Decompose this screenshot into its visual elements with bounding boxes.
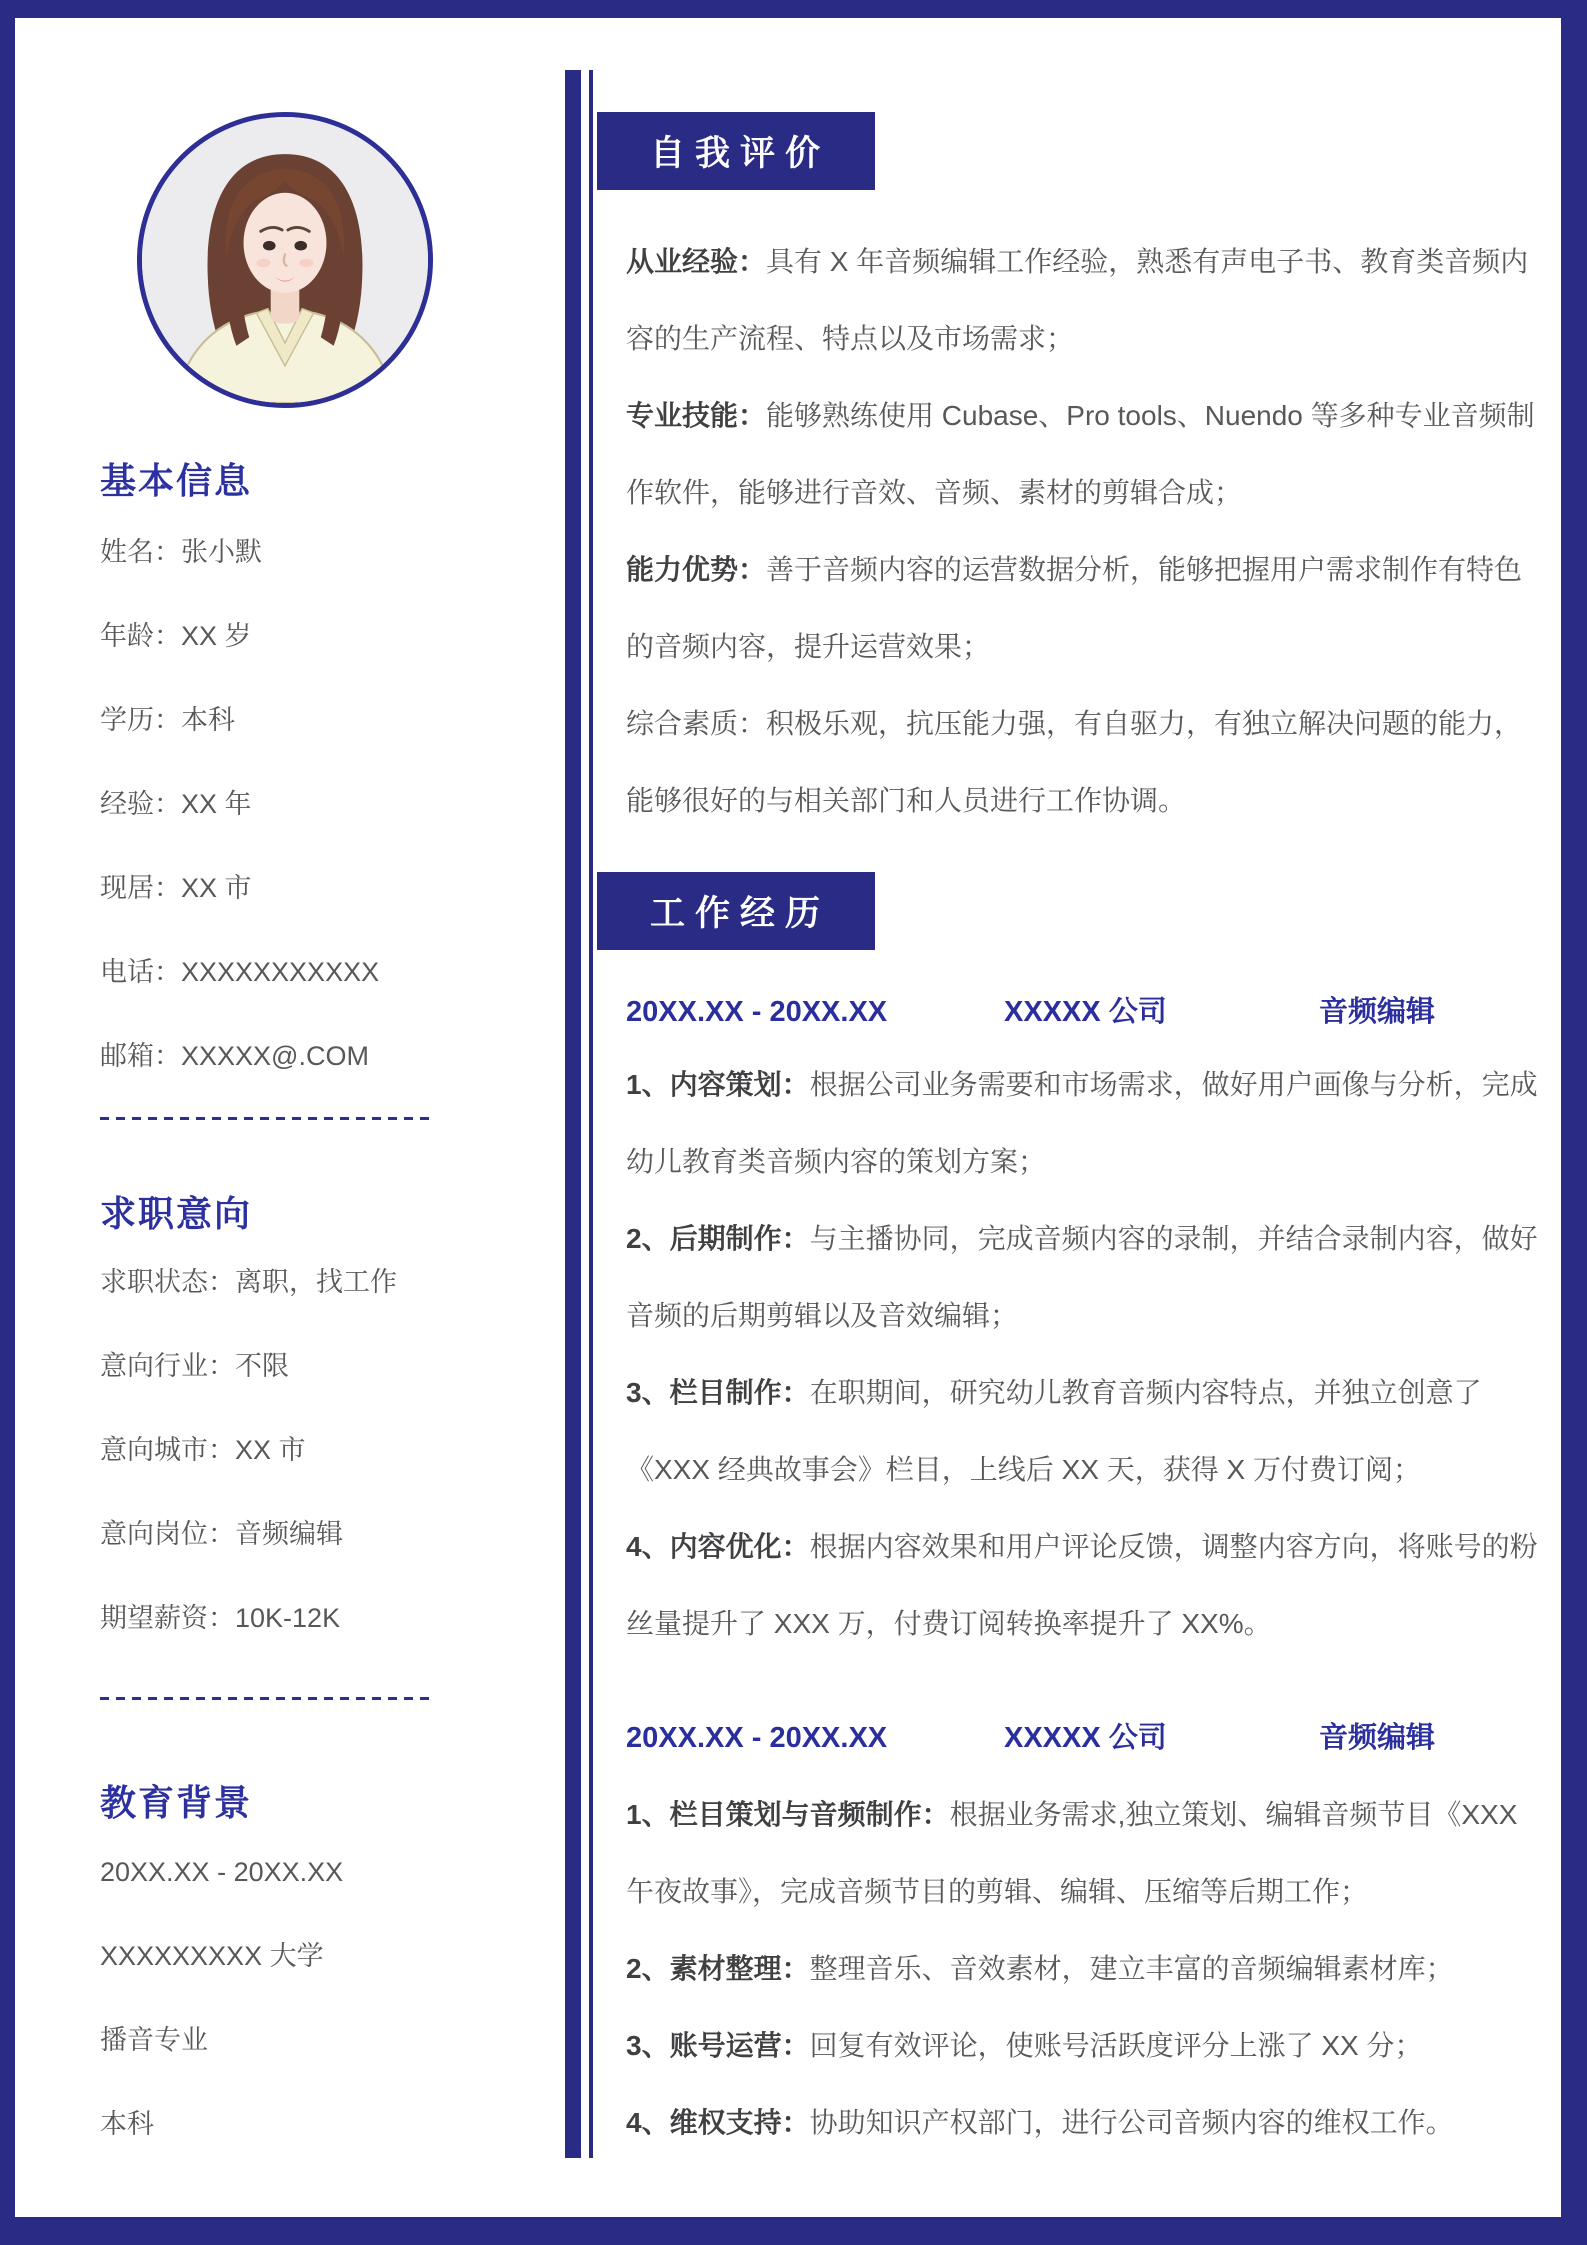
dashed-separator-1	[100, 1117, 432, 1120]
work-entry-date: 20XX.XX - 20XX.XX	[626, 996, 888, 1028]
job-intention-list	[100, 1240, 430, 1660]
education-list	[100, 1830, 430, 2166]
work-entry-2-items	[626, 1776, 1544, 2161]
basic-info-name: 姓名：张小默	[100, 537, 262, 567]
intention-position: 意向岗位：音频编辑	[100, 1519, 343, 1549]
work-item-label: 4、维权支持：	[626, 2107, 810, 2138]
work-item	[626, 2084, 1544, 2161]
paragraph-text: 具有 X 年音频编辑工作经验，熟悉有声电子书、教育类音频内容的生产流程、特点以及市场需求；	[626, 246, 1529, 354]
self-eval-paragraph	[626, 685, 1544, 839]
paragraph-label: 能力优势：	[626, 554, 767, 585]
basic-info-email: 邮箱：XXXXX@.COM	[100, 1041, 369, 1071]
woman-portrait-illustration	[142, 117, 428, 403]
work-entry-2-header	[626, 1718, 1544, 1758]
work-item-text: 与主播协同，完成音频内容的录制，并结合录制内容，做好音频的后期剪辑以及音效编辑；	[626, 1223, 1538, 1331]
work-entry-company: XXXXX 公司	[1004, 1722, 1167, 1754]
intention-industry: 意向行业：不限	[100, 1351, 289, 1381]
work-item	[626, 1930, 1544, 2007]
basic-info-degree: 学历：本科	[100, 705, 235, 735]
work-item	[626, 1046, 1544, 1200]
work-item-text: 协助知识产权部门，进行公司音频内容的维权工作。	[809, 2107, 1454, 2138]
work-entry-date: 20XX.XX - 20XX.XX	[626, 1722, 888, 1754]
basic-info-phone: 电话：XXXXXXXXXXX	[100, 957, 380, 987]
section-title-basic-info: 基本信息	[100, 460, 253, 501]
education-major: 播音专业	[100, 2025, 208, 2055]
self-eval-paragraph	[626, 223, 1544, 377]
work-item-text: 根据内容效果和用户评论反馈，调整内容方向，将账号的粉丝量提升了 XXX 万，付费订阅转换率提升了 XX%。	[626, 1531, 1538, 1639]
paragraph-label: 专业技能：	[626, 400, 767, 431]
education-university: XXXXXXXXX 大学	[100, 1941, 324, 1971]
paragraph-text: 能够熟练使用 Cubase、Pro tools、Nuendo 等多种专业音频制作软件，能够进行音效、音频、素材的剪辑合成；	[626, 400, 1535, 508]
basic-info-list	[100, 510, 430, 1098]
section-title-job-intention: 求职意向	[100, 1193, 253, 1234]
work-item-label: 1、内容策划：	[626, 1069, 810, 1100]
work-entry-1-items	[626, 1046, 1544, 1662]
work-item-label: 2、素材整理：	[626, 1953, 810, 1984]
work-item	[626, 1776, 1544, 1930]
intention-salary: 期望薪资：10K-12K	[100, 1603, 341, 1633]
work-item	[626, 1200, 1544, 1354]
intention-city: 意向城市：XX 市	[100, 1435, 306, 1465]
paragraph-text: 积极乐观，抗压能力强，有自驱力，有独立解决问题的能力，能够很好的与相关部门和人员进行工作协调。	[626, 708, 1523, 816]
section-badge-self-evaluation: 自我评价	[597, 112, 875, 190]
work-item-label: 3、账号运营：	[626, 2030, 810, 2061]
work-item-text: 根据公司业务需要和市场需求，做好用户画像与分析，完成幼儿教育类音频内容的策划方案；	[626, 1069, 1538, 1177]
section-badge-work-experience: 工作经历	[597, 872, 875, 950]
work-item	[626, 1354, 1544, 1508]
work-item-label: 2、后期制作：	[626, 1223, 810, 1254]
work-item-text: 整理音乐、音效素材，建立丰富的音频编辑素材库；	[809, 1953, 1454, 1984]
self-eval-paragraph	[626, 531, 1544, 685]
vertical-divider-thick	[565, 70, 581, 2158]
frame-right-bar	[1561, 0, 1587, 2245]
work-item-text: 回复有效评论，使账号活跃度评分上涨了 XX 分；	[809, 2030, 1423, 2061]
intention-status: 求职状态：离职，找工作	[100, 1267, 397, 1297]
education-degree: 本科	[100, 2109, 154, 2139]
work-item	[626, 2007, 1544, 2084]
frame-left-bar	[0, 0, 15, 2245]
work-item-label: 1、栏目策划与音频制作：	[626, 1799, 950, 1830]
section-title-education: 教育背景	[100, 1782, 253, 1823]
education-dates: 20XX.XX - 20XX.XX	[100, 1857, 344, 1887]
work-item-text: 根据业务需求,独立策划、编辑音频节目《XXX 午夜故事》，完成音频节目的剪辑、编辑、压缩等后期工作；	[626, 1799, 1518, 1907]
dashed-separator-2	[100, 1697, 432, 1700]
work-item-label: 4、内容优化：	[626, 1531, 810, 1562]
work-entry-1-header	[626, 992, 1544, 1032]
paragraph-label: 综合素质：	[626, 708, 767, 739]
basic-info-experience: 经验：XX 年	[100, 789, 252, 819]
work-item	[626, 1508, 1544, 1662]
work-item-label: 3、栏目制作：	[626, 1377, 810, 1408]
self-evaluation-paragraphs	[626, 223, 1544, 839]
basic-info-age: 年龄：XX 岁	[100, 621, 252, 651]
work-entry-position: 音频编辑	[1319, 1722, 1436, 1754]
work-item-text: 在职期间，研究幼儿教育音频内容特点，并独立创意了《XXX 经典故事会》栏目，上线后 XX 天，获得 X 万付费订阅；	[626, 1377, 1482, 1485]
frame-bottom-bar	[0, 2217, 1587, 2245]
paragraph-text: 善于音频内容的运营数据分析，能够把握用户需求制作有特色的音频内容，提升运营效果；	[626, 554, 1523, 662]
basic-info-city: 现居：XX 市	[100, 873, 252, 903]
paragraph-label: 从业经验：	[626, 246, 767, 277]
avatar	[137, 112, 433, 408]
work-entry-position: 音频编辑	[1319, 996, 1436, 1028]
work-entry-company: XXXXX 公司	[1004, 996, 1167, 1028]
frame-top-bar	[0, 0, 1587, 18]
self-eval-paragraph	[626, 377, 1544, 531]
vertical-divider-thin	[589, 70, 593, 2158]
